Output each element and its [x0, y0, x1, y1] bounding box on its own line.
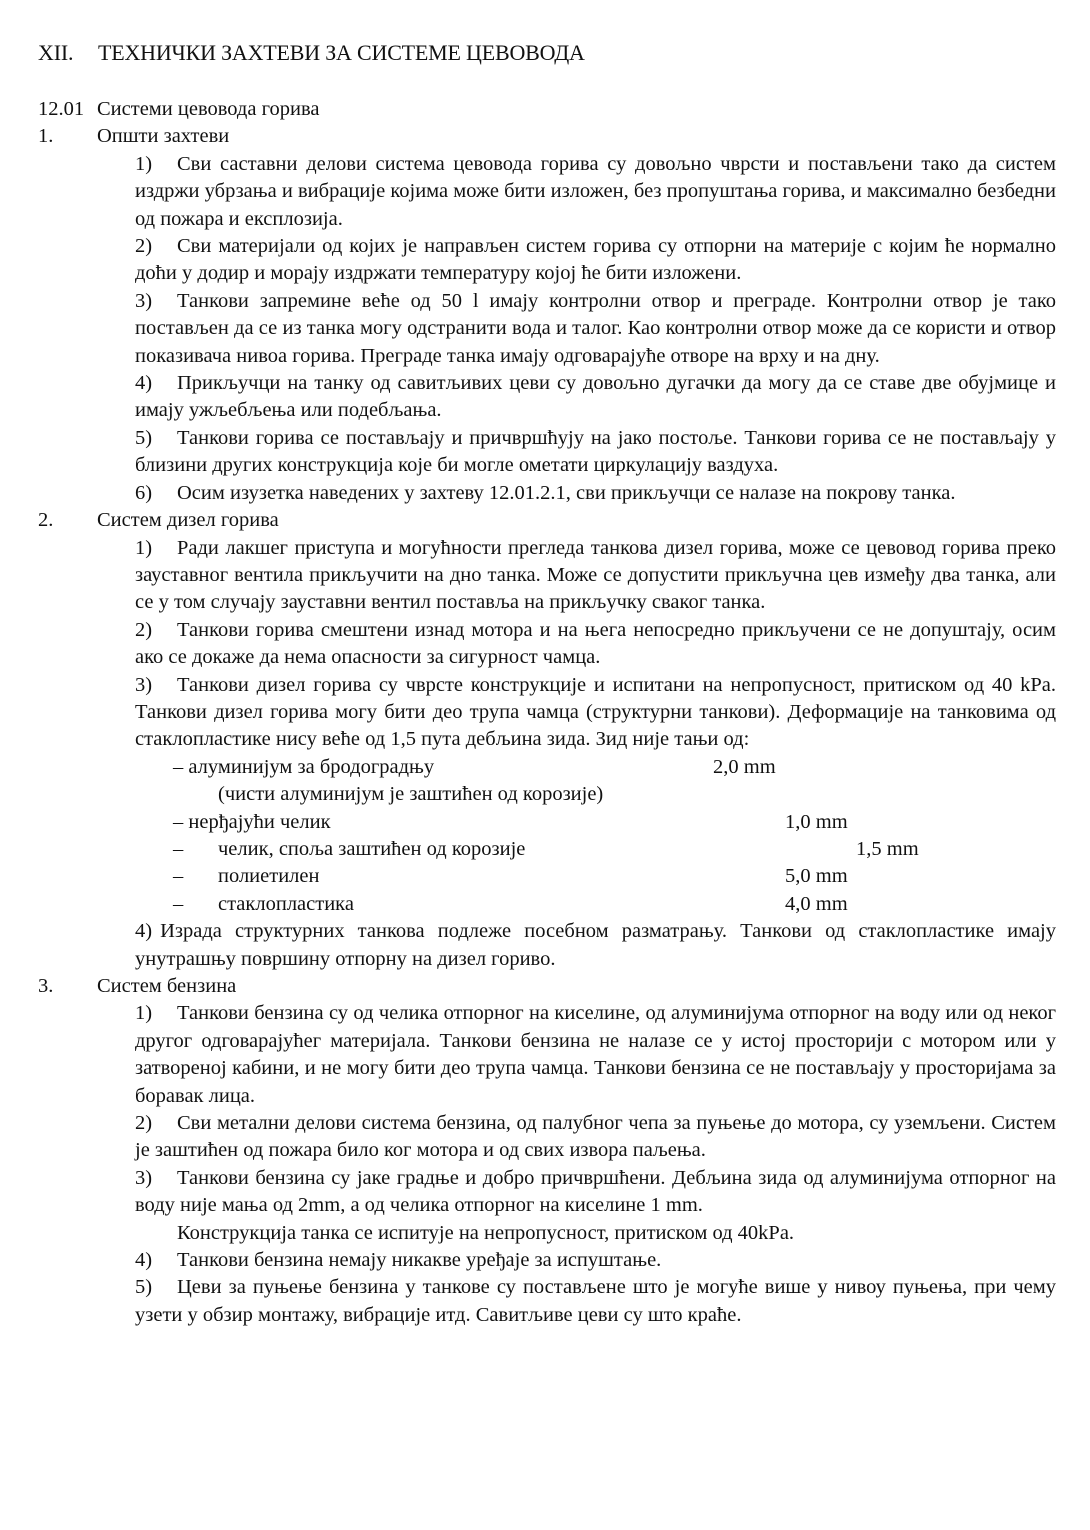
material-row — [38, 891, 1030, 918]
item-text: Сви метални делови система бензина, од палубног чепа за пуњење до мотора, су уземљени. Систем је заштићен од пожара било ког мотора и од свих извора паљења. — [135, 1111, 1056, 1162]
material-row — [38, 863, 1030, 890]
requirement-item — [135, 1000, 1056, 1110]
subsection-title: Системи цевовода горива — [97, 98, 320, 120]
requirement-item — [135, 425, 1056, 480]
item-text: Сви материјали од којих је направљен систем горива су отпорни на материје с којим ће нормално доћи у додир и морају издржати температуру којој ће бити изложени. — [135, 235, 1056, 285]
item-text: Конструкција танка се испитује на непропусност, притиском од 40kPa. — [177, 1221, 795, 1244]
material-row — [38, 836, 1030, 863]
requirement-item — [135, 288, 1056, 370]
requirement-item — [135, 480, 1056, 507]
material-dash: – — [173, 892, 184, 915]
chapter-title: ТЕХНИЧКИ ЗАХТЕВИ ЗА СИСТЕМЕ ЦЕВОВОДА — [98, 40, 585, 65]
section-number: 1. — [38, 125, 54, 148]
section-heading — [38, 123, 1030, 150]
requirement-item — [135, 918, 1056, 973]
material-label: нерђајући челик — [188, 810, 331, 833]
material-value: 5,0 mm — [785, 865, 848, 888]
requirement-item — [135, 233, 1056, 288]
item-number: 2) — [135, 1111, 153, 1134]
requirement-item — [135, 1274, 1056, 1329]
requirement-item — [135, 1110, 1056, 1165]
item-number: 4) — [135, 920, 153, 943]
section-title: Систем бензина — [97, 974, 237, 997]
material-thickness-list — [38, 754, 1030, 918]
material-label: челик, споља заштићен од корозије — [218, 837, 526, 860]
item-text: Израда структурних танкова подлеже посебном разматрању. Танкови од стаклопластике имају унутрашњу површину отпорну на дизел гориво. — [135, 920, 1056, 970]
item-number: 1) — [135, 536, 153, 559]
requirement-item — [135, 1247, 1056, 1274]
item-text: Танкови бензина су од челика отпорног на киселине, од алуминијума отпорног на воду или од неког другог одговарајућег материјала. Танкови бензина не налазе се у истој просторији с мотором или у затвореној кабини, и не могу бити део трупа чамца. Танкови бензина се не постављају у просторијама за боравак лица. — [135, 1002, 1056, 1107]
item-text: Танкови горива смештени изнад мотора и на њега непосредно прикључени се не допуштају, осим ако се докаже да нема опасности за сигурност чамца. — [135, 618, 1056, 669]
item-text: Танкови бензина су јаке градње и добро причвршћени. Дебљина зида од алуминијума отпорног на воду није мања од 2mm, а од челика отпорног на киселине 1 mm. — [135, 1166, 1056, 1217]
section-title: Систем дизел горива — [97, 509, 279, 532]
item-number: 3) — [135, 673, 153, 696]
item-text: Прикључци на танку од савитљивих цеви су довољно дугачки да могу да се ставе две обујмице и имају ужљебљења или подебљања. — [135, 372, 1056, 422]
section-number: 2. — [38, 509, 54, 532]
material-row — [38, 809, 1030, 836]
requirement-item — [135, 370, 1056, 425]
item-number: 3) — [135, 1166, 153, 1189]
item-text: Ради лакшег приступа и могућности прегледа танкова дизел горива, може се цевовод горива преко зауставног вентила прикључити на дно танка. Може се допустити прикључна цев између два танка, али се у том случају зауставни вентил поставља на прикључку сваког танка. — [135, 536, 1056, 614]
item-text: Танкови бензина немају никакве уређаје за испуштање. — [177, 1248, 662, 1271]
requirement-item — [135, 672, 1056, 754]
item-number: 1) — [135, 1002, 153, 1025]
section-title: Општи захтеви — [97, 125, 230, 148]
material-value: 2,0 mm — [713, 755, 776, 778]
subsection-number: 12.01 — [38, 98, 85, 120]
item-number: 2) — [135, 235, 153, 258]
material-note: (чисти алуминијум је заштићен од корозије) — [218, 783, 604, 806]
chapter-number: XII. — [38, 40, 74, 65]
item-number: 2) — [135, 618, 153, 641]
material-row — [38, 754, 1030, 781]
item-text: Цеви за пуњење бензина у танкове су постављене што је могуће више у нивоу пуњења, при чему узети у обзир монтажу, вибрације итд. Савитљиве цеви су што краће. — [135, 1276, 1056, 1326]
section-heading — [38, 973, 1030, 1000]
material-dash: – — [173, 810, 184, 833]
item-number: 3) — [135, 289, 153, 312]
requirement-continuation — [135, 1220, 1056, 1247]
material-value: 1,0 mm — [785, 810, 848, 833]
material-label: алуминијум за бродоградњу — [188, 755, 435, 778]
item-number: 4) — [135, 1248, 153, 1271]
item-number: 6) — [135, 481, 153, 504]
requirement-item — [135, 535, 1056, 617]
material-value: 4,0 mm — [785, 892, 848, 915]
chapter-heading — [38, 38, 1030, 68]
requirement-item — [135, 1165, 1056, 1220]
material-dash: – — [173, 755, 184, 778]
item-text: Танкови запремине веће од 50 l имају контролни отвор и преграде. Контролни отвор је тако постављен да се из танка могу одстранити вода и талог. Као контролни отвор може да се користи и отвор показивача нивоа горива. Преграде танка имају одговарајуће отворе на врху и на дну. — [135, 289, 1056, 367]
item-number: 1) — [135, 152, 153, 175]
material-dash: – — [173, 837, 184, 860]
material-value: 1,5 mm — [856, 837, 919, 860]
item-text: Танкови горива се постављају и причвршћују на јако постоље. Танкови горива се не постављају у близини других конструкција које би могле ометати циркулацију ваздуха. — [135, 426, 1056, 477]
requirement-item — [135, 617, 1056, 672]
subsection-heading — [38, 96, 1030, 123]
material-note-row — [38, 781, 1030, 808]
section-heading — [38, 507, 1030, 534]
item-text: Сви саставни делови система цевовода горива су довољно чврсти и постављени тако да систем издржи убрзања и вибрације којима може бити изложен, без пропуштања горива, и максимално безбедни од пожара и експлозија. — [135, 152, 1056, 230]
material-dash: – — [173, 865, 184, 888]
item-number: 4) — [135, 372, 153, 395]
material-label: полиетилен — [218, 865, 320, 888]
item-text: Танкови дизел горива су чврсте конструкције и испитани на непропусност, притиском од 40 kPa. Танкови дизел горива могу бити део трупа чамца (структурни танкови). Деформације на танковима од стаклопластике нису веће од 1,5 пута дебљина зида. Зид није тањи од: — [135, 673, 1056, 751]
section-number: 3. — [38, 974, 54, 997]
requirement-item — [135, 151, 1056, 233]
item-number: 5) — [135, 426, 153, 449]
item-number: 5) — [135, 1276, 153, 1299]
item-text: Осим изузетка наведених у захтеву 12.01.2.1, сви прикључци се налазе на покрову танка. — [177, 481, 956, 504]
material-label: стаклопластика — [218, 892, 354, 915]
